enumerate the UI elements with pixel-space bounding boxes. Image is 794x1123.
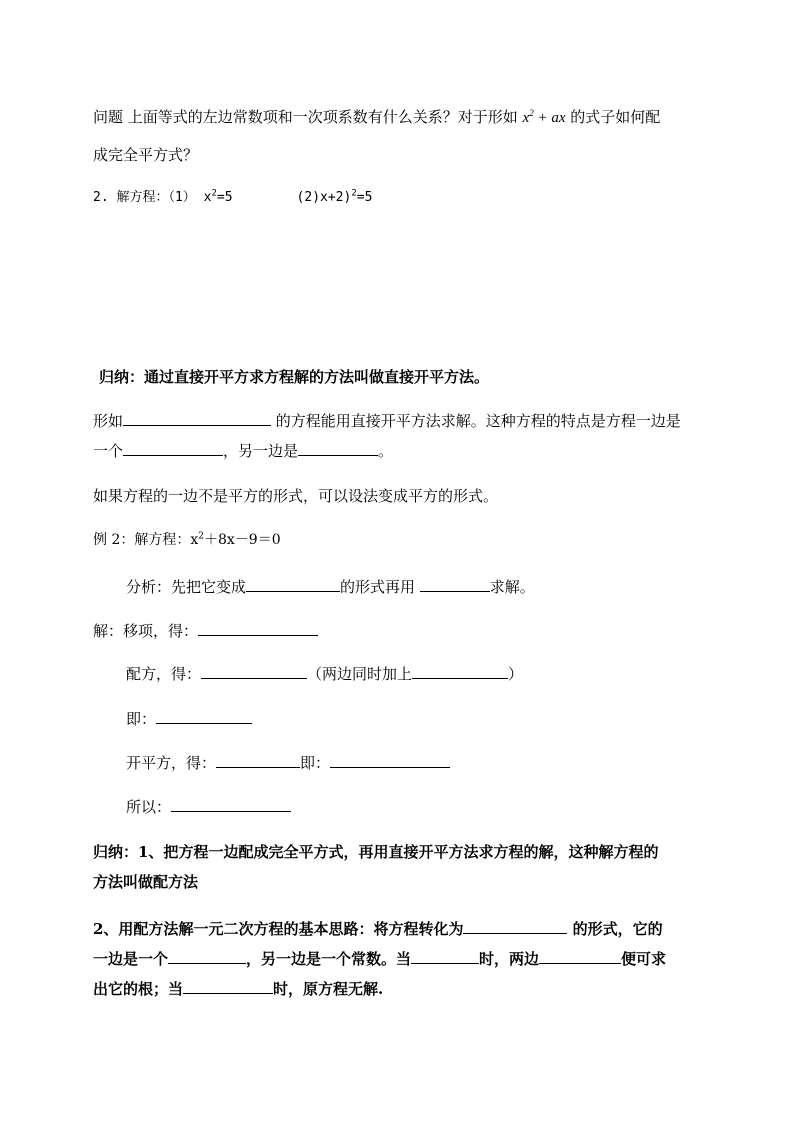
question-text-end: 的式子如何配 [570,108,661,126]
blank-other-side[interactable] [298,440,378,456]
summary-direct-sqrt: 归纳：通过直接开平方求方程解的方法叫做直接开平方法。 [99,368,490,386]
blank-complete[interactable] [201,663,307,679]
solution-ie: 即： [126,708,252,729]
summary-approach-1: 2、用配方法解一元二次方程的基本思路：将方程转化为 的形式，它的 [93,920,663,938]
summary-approach-3: 出它的根；当 时，原方程无解. [93,980,384,998]
solution-complete: 配方，得： （两边同时加上 ） [126,665,524,683]
example-2: 例 2：解方程：$x^2+8x-9=0$ [93,531,281,548]
solution-sqrt: 开平方，得： 即： [126,752,450,773]
blank-approach-when[interactable] [411,948,479,964]
summary-completing-square-2: 方法叫做配方法 [93,873,199,891]
form-line-1: 形如 的方程能用直接开平方法求解。这种方程的特点是方程一边是 [93,412,681,430]
question-text: 问题 上面等式的左边常数项和一次项系数有什么关系？对于形如 [93,108,518,126]
form-line-2: 一个 ，另一边是 。 [93,442,394,460]
exercise-label: 2. 解方程： [93,190,169,205]
solution-so: 所以： [126,796,291,817]
exercise-part-2: (2)x+2)$^2$=5 [296,188,373,205]
blank-ie[interactable] [156,708,252,724]
exercise-part-1: （1） $x^2=5$ [168,188,233,205]
blank-sqrt-ie[interactable] [330,752,450,768]
exercise-2 [93,188,372,208]
blank-analysis-form[interactable] [246,576,340,592]
solution-move: 解：移项，得： [93,620,318,641]
summary-completing-square-1: 归纳：1、把方程一边配成完全平方式，再用直接开平方法求方程的解，这种解方程的 [93,843,659,861]
summary-approach-2: 一边是一个 ，另一边是一个常数。当 时，两边 便可求 [93,950,667,968]
blank-one-side[interactable] [123,440,223,456]
blank-approach-both-sides[interactable] [539,948,621,964]
question-math: $x^2$ + ax [522,108,566,126]
blank-so[interactable] [171,796,291,812]
blank-approach-side[interactable] [168,948,246,964]
blank-add-term[interactable] [412,663,508,679]
blank-analysis-method[interactable] [420,576,490,592]
blank-approach-form[interactable] [463,918,567,934]
analysis-line: 分析：先把它变成 的形式再用 求解。 [126,578,535,596]
blank-no-solution[interactable] [183,978,273,994]
question-line-1 [93,107,660,128]
blank-move[interactable] [198,620,318,636]
question-line-2: 成完全平方式？ [93,146,199,164]
blank-sqrt[interactable] [216,752,300,768]
blank-form[interactable] [123,410,271,426]
note-line: 如果方程的一边不是平方的形式，可以设法变成平方的形式。 [93,487,499,505]
